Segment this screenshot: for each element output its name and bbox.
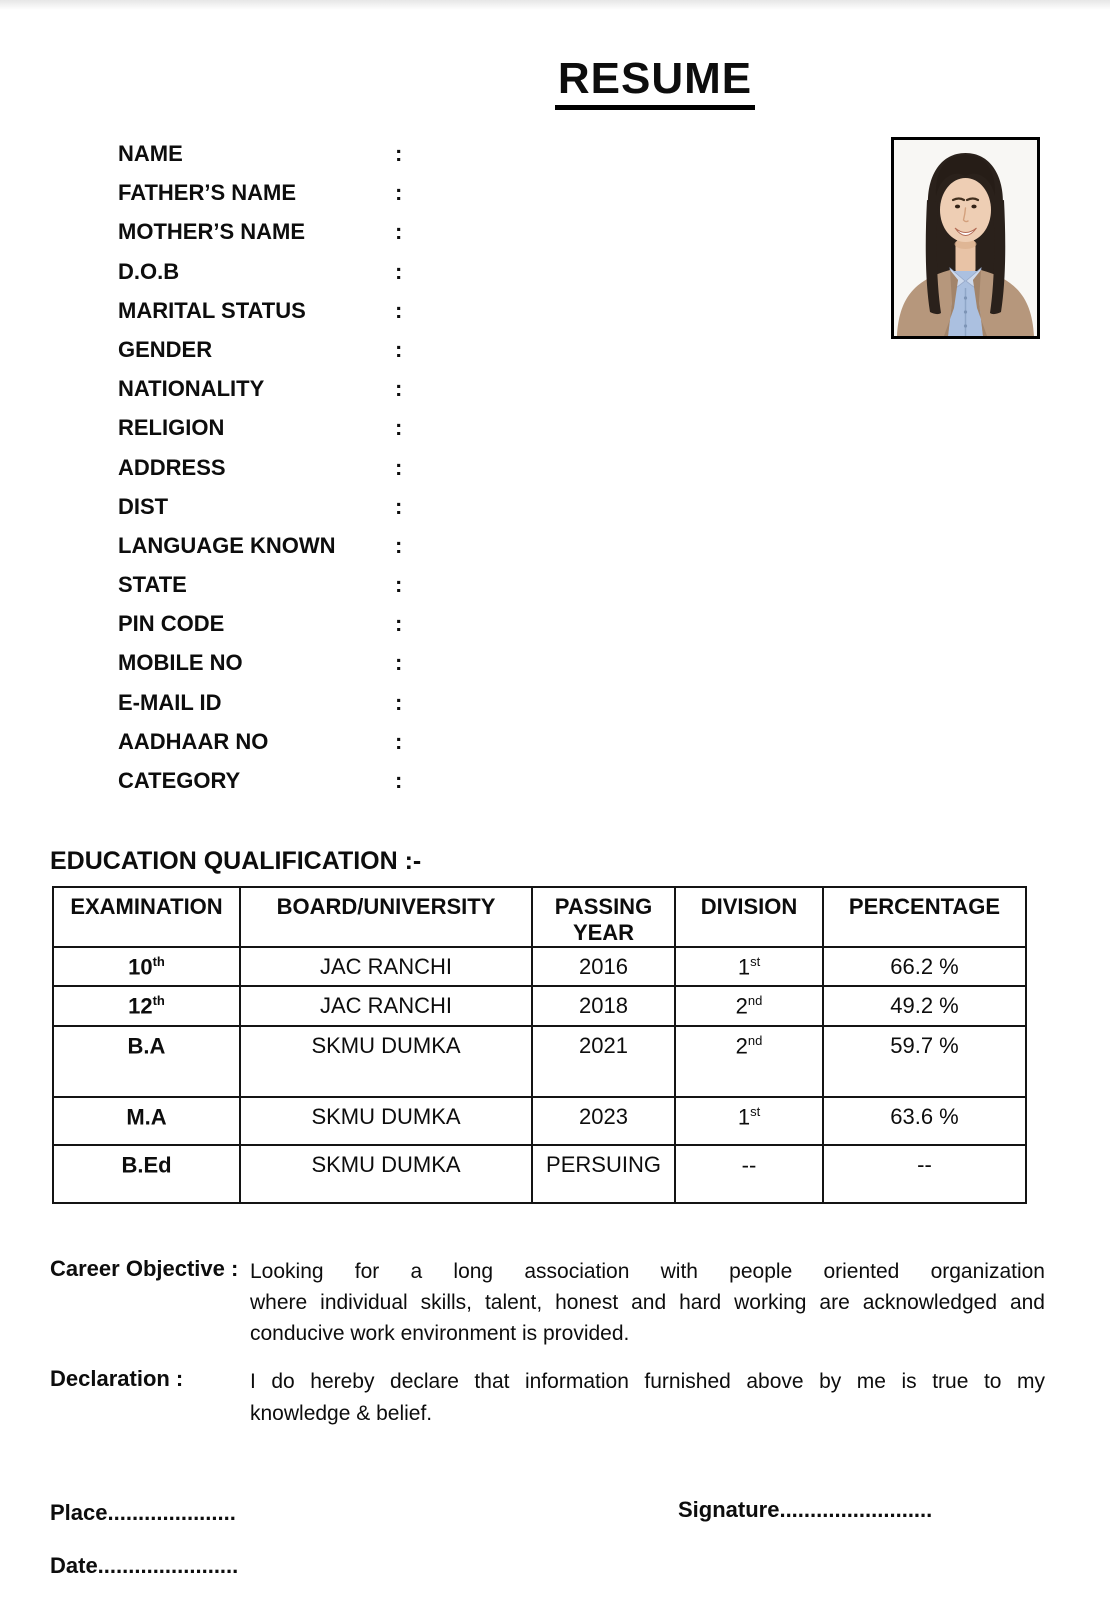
applicant-photo-illustration xyxy=(894,140,1037,336)
cell-examination: 12th xyxy=(53,986,240,1026)
table-row-ma xyxy=(53,1097,1026,1145)
column-header-division: DIVISION xyxy=(675,887,823,947)
detail-row-fathers-name xyxy=(118,180,415,219)
detail-label: STATE xyxy=(118,572,187,598)
cell-year: PERSUING xyxy=(532,1145,675,1203)
personal-details-list xyxy=(118,141,415,807)
cell-examination: 10th xyxy=(53,947,240,986)
cell-board: JAC RANCHI xyxy=(240,986,532,1026)
detail-colon: : xyxy=(395,141,403,166)
declaration-line: I do hereby declare that information furnished above by me is true to my xyxy=(250,1370,1045,1393)
detail-label: MARITAL STATUS xyxy=(118,297,306,323)
cell-percentage: 59.7 % xyxy=(823,1026,1026,1097)
career-objective-line: conducive work environment is provided. xyxy=(250,1322,630,1345)
cell-board: SKMU DUMKA xyxy=(240,1145,532,1203)
detail-label: DIST xyxy=(118,493,169,519)
page-title: RESUME xyxy=(555,54,755,110)
detail-colon: : xyxy=(395,180,403,206)
cell-percentage: 63.6 % xyxy=(823,1097,1026,1145)
detail-row-dob xyxy=(118,259,415,298)
detail-label: E-MAIL ID xyxy=(118,689,222,715)
detail-label: NAME xyxy=(118,141,183,166)
detail-colon: : xyxy=(395,415,403,441)
career-objective-line: Looking for a long association with people oriented organization xyxy=(250,1260,1045,1283)
detail-label: NATIONALITY xyxy=(118,376,265,402)
detail-colon: : xyxy=(395,376,403,402)
detail-colon: : xyxy=(395,493,403,519)
detail-row-name xyxy=(118,141,415,180)
detail-colon: : xyxy=(395,572,403,598)
cell-board: SKMU DUMKA xyxy=(240,1026,532,1097)
cell-division: 1st xyxy=(675,1097,823,1145)
cell-division: 2nd xyxy=(675,1026,823,1097)
detail-row-mothers-name xyxy=(118,219,415,258)
detail-row-address xyxy=(118,455,415,494)
cell-division: 1st xyxy=(675,947,823,986)
detail-colon: : xyxy=(395,532,403,558)
cell-examination: B.A xyxy=(53,1026,240,1097)
declaration-line: knowledge & belief. xyxy=(250,1402,433,1425)
detail-row-marital-status xyxy=(118,298,415,337)
detail-row-religion xyxy=(118,415,415,454)
table-row-ba xyxy=(53,1026,1026,1097)
cell-division: 2nd xyxy=(675,986,823,1026)
detail-label: PIN CODE xyxy=(118,611,225,637)
declaration-text xyxy=(250,1366,1045,1430)
detail-colon: : xyxy=(395,297,403,323)
detail-row-category xyxy=(118,768,415,807)
detail-label: GENDER xyxy=(118,336,213,362)
education-section-heading: EDUCATION QUALIFICATION :- xyxy=(50,847,422,875)
detail-row-email-id xyxy=(118,690,415,729)
cell-board: JAC RANCHI xyxy=(240,947,532,986)
cell-year: 2016 xyxy=(532,947,675,986)
column-header-board-university: BOARD/UNIVERSITY xyxy=(240,887,532,947)
applicant-photo xyxy=(891,137,1040,339)
cell-division: -- xyxy=(675,1145,823,1203)
detail-colon: : xyxy=(395,336,403,362)
table-row-12th xyxy=(53,986,1026,1026)
date-field: Date....................... xyxy=(50,1553,239,1578)
cell-percentage: -- xyxy=(823,1145,1026,1203)
detail-row-gender xyxy=(118,337,415,376)
detail-label: RELIGION xyxy=(118,415,225,441)
detail-label: ADDRESS xyxy=(118,454,226,480)
table-row-10th xyxy=(53,947,1026,986)
declaration-label: Declaration : xyxy=(50,1366,184,1391)
detail-row-dist xyxy=(118,494,415,533)
column-header-percentage: PERCENTAGE xyxy=(823,887,1026,947)
detail-row-pin-code xyxy=(118,611,415,650)
career-objective-text xyxy=(250,1256,1045,1349)
detail-row-state xyxy=(118,572,415,611)
detail-row-language-known xyxy=(118,533,415,572)
career-objective-line: where individual skills, talent, honest and hard working are acknowledged and xyxy=(250,1291,1045,1314)
scan-edge-shadow xyxy=(0,0,1110,10)
signature-field: Signature......................... xyxy=(678,1497,933,1522)
detail-row-nationality xyxy=(118,376,415,415)
cell-percentage: 49.2 % xyxy=(823,986,1026,1026)
cell-year: 2023 xyxy=(532,1097,675,1145)
detail-label: LANGUAGE KNOWN xyxy=(118,532,336,558)
detail-label: MOTHER’S NAME xyxy=(118,219,305,245)
detail-colon: : xyxy=(395,611,403,637)
detail-label: FATHER’S NAME xyxy=(118,180,297,206)
detail-colon: : xyxy=(395,454,403,480)
detail-colon: : xyxy=(395,650,403,676)
detail-colon: : xyxy=(395,728,403,754)
cell-year: 2018 xyxy=(532,986,675,1026)
column-header-passing-year: PASSING YEAR xyxy=(532,887,675,947)
detail-label: AADHAAR NO xyxy=(118,728,269,754)
detail-label: MOBILE NO xyxy=(118,650,243,676)
education-table xyxy=(52,886,1027,1204)
detail-colon: : xyxy=(395,219,403,245)
cell-examination: B.Ed xyxy=(53,1145,240,1203)
detail-colon: : xyxy=(395,768,403,793)
detail-label: CATEGORY xyxy=(118,768,241,793)
detail-colon: : xyxy=(395,258,403,284)
career-objective-label: Career Objective : xyxy=(50,1256,239,1281)
cell-percentage: 66.2 % xyxy=(823,947,1026,986)
column-header-examination: EXAMINATION xyxy=(53,887,240,947)
cell-year: 2021 xyxy=(532,1026,675,1097)
cell-examination: M.A xyxy=(53,1097,240,1145)
detail-label: D.O.B xyxy=(118,258,180,284)
place-field: Place..................... xyxy=(50,1500,236,1525)
education-table-header-row xyxy=(53,887,1026,947)
table-row-bed xyxy=(53,1145,1026,1203)
cell-board: SKMU DUMKA xyxy=(240,1097,532,1145)
detail-row-aadhaar-no xyxy=(118,729,415,768)
page-title-row xyxy=(0,54,1110,110)
detail-colon: : xyxy=(395,689,403,715)
detail-row-mobile-no xyxy=(118,650,415,689)
